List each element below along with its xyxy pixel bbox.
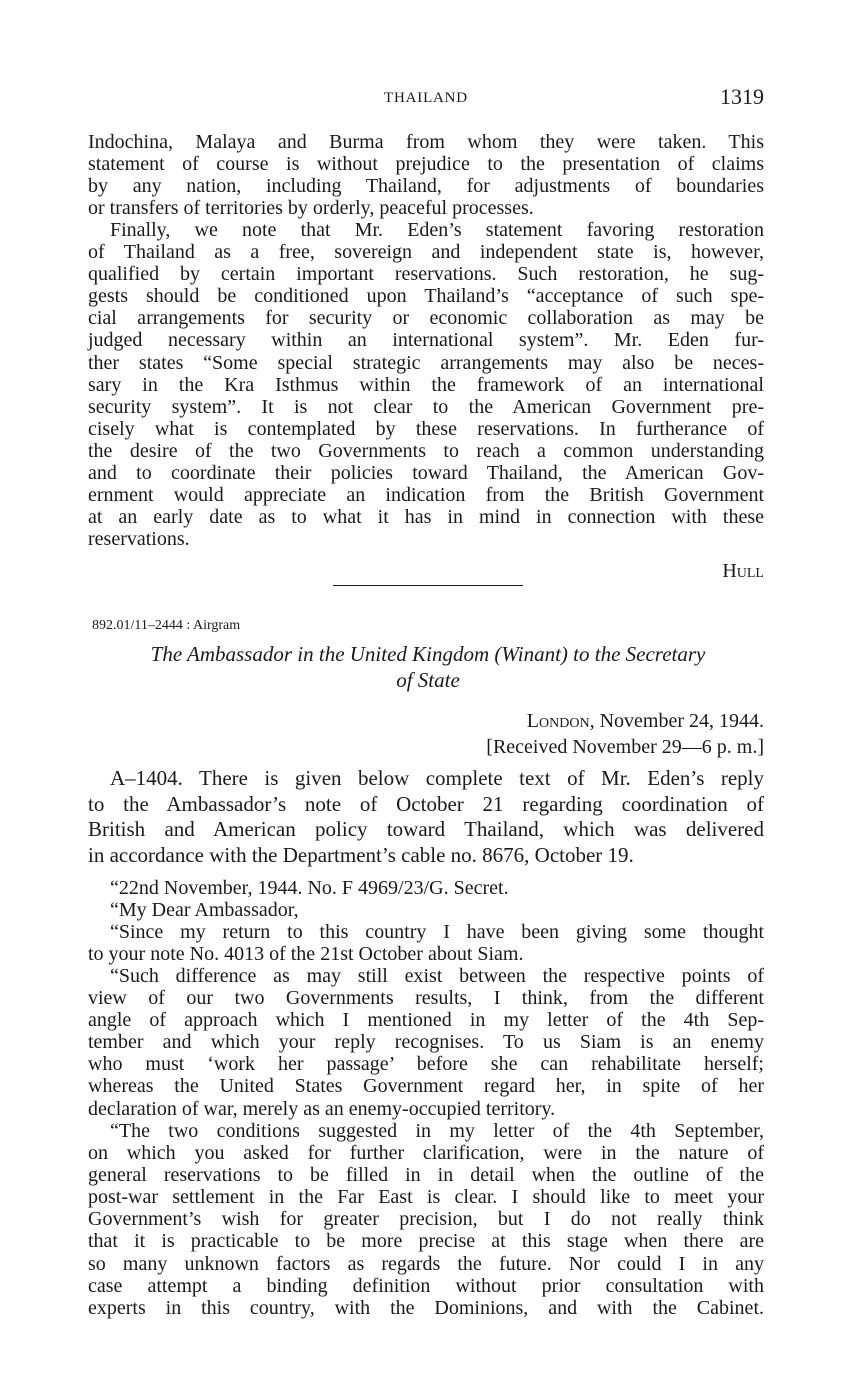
text-line: tember and which your reply recognises. To us Siam is an enemy [88,1031,764,1054]
text-line: qualified by certain important reservations. Such restoration, he sug- [88,263,764,286]
text-line: of Thailand as a free, sovereign and independent state is, however, [88,241,764,264]
paragraph-conditions [88,1120,764,1319]
paragraph-airgram [88,766,764,868]
text-line: “22nd November, 1944. No. F 4969/23/G. Secret. [110,877,509,899]
text-line: to your note No. 4013 of the 21st October about Siam. [88,943,524,966]
text-line: experts in this country, with the Dominions, and with the Cabinet. [88,1296,764,1319]
text-line: statement of course is without prejudice to the presentation of claims [88,153,764,176]
text-line: the desire of the two Governments to reach a common understanding [88,439,764,462]
section-divider [333,585,523,586]
heading-line: The Ambassador in the United Kingdom (Winant) to the Secretary [150,642,706,666]
text-line: security system”. It is not clear to the American Government pre- [88,395,764,418]
text-line: general reservations to be filled in in detail when the outline of the [88,1164,764,1187]
text-line: case attempt a binding definition without prior consultation with [88,1274,764,1297]
text-line: ernment would appreciate an indication from the British Government [88,484,764,507]
text-line: Finally, we note that Mr. Eden’s statement favoring restoration [110,219,764,241]
text-line: in accordance with the Department’s cable no. 8676, October 19. [88,842,634,867]
text-line: angle of approach which I mentioned in my letter of the 4th Sep- [88,1009,764,1032]
document-heading [92,641,764,693]
text-line: ther states “Some special strategic arrangements may also be neces- [88,351,764,374]
text-line: to the Ambassador’s note of October 21 regarding coordination of [88,791,764,816]
text-line: at an early date as to what it has in mind in connection with these [88,506,764,529]
text-line: A–1404. There is given below complete text of Mr. Eden’s reply [110,766,764,790]
text-line: reservations. [88,528,190,551]
text-line: or transfers of territories by orderly, peaceful processes. [88,197,534,220]
dateline-date: , November 24, 1944. [589,710,764,732]
text-line: Indochina, Malaya and Burma from whom they were taken. This [88,131,764,153]
text-line: “Such difference as may still exist between the respective points of [110,965,764,987]
text-line: by any nation, including Thailand, for adjustments of boundaries [88,175,764,198]
file-reference: 892.01/11–2444 : Airgram [92,618,241,633]
text-line: that it is practicable to be more precise at this stage when there are [88,1230,764,1253]
text-line: judged necessary within an international system”. Mr. Eden fur- [88,329,764,352]
text-line: who must ‘work her passage’ before she can rehabilitate herself; [88,1053,764,1076]
running-head: THAILAND [384,90,468,106]
text-line: so many unknown factors as regards the future. Nor could I in any [88,1252,764,1275]
text-line: on which you asked for further clarification, were in the nature of [88,1142,764,1165]
text-line: view of our two Governments results, I think, from the different [88,987,764,1010]
signature: Hull [722,560,764,582]
text-line: declaration of war, merely as an enemy-occupied territory. [88,1097,556,1120]
text-line: “The two conditions suggested in my letter of the 4th September, [110,1120,764,1142]
received-note: [Received November 29—6 p. m.] [486,736,764,758]
text-line: whereas the United States Government regard her, in spite of her [88,1075,764,1098]
page-number: 1319 [720,84,764,109]
paragraph-difference [88,965,764,1120]
text-line: and to coordinate their policies toward Thailand, the American Gov- [88,462,764,485]
paragraph-since [88,921,764,965]
dateline [527,708,764,734]
text-line: cisely what is contemplated by these reservations. In furtherance of [88,417,764,440]
text-line: sary in the Kra Isthmus within the framework of an international [88,373,764,396]
text-line: “My Dear Ambassador, [110,899,299,922]
letter-heading [88,877,764,921]
text-line: Government’s wish for greater precision, but I do not really think [88,1208,764,1231]
heading-line: of State [396,668,460,692]
paragraph-finally [88,219,764,550]
text-line: cial arrangements for security or economic collaboration as may be [88,307,764,330]
paragraph-continuation [88,131,764,219]
dateline-place: London [526,710,590,732]
text-line: gests should be conditioned upon Thailand’s “acceptance of such spe- [88,285,764,308]
page-header [88,84,764,114]
text-line: “Since my return to this country I have been giving some thought [110,921,764,943]
text-line: British and American policy toward Thailand, which was delivered [88,817,764,841]
text-line: post-war settlement in the Far East is clear. I should like to meet your [88,1186,764,1209]
